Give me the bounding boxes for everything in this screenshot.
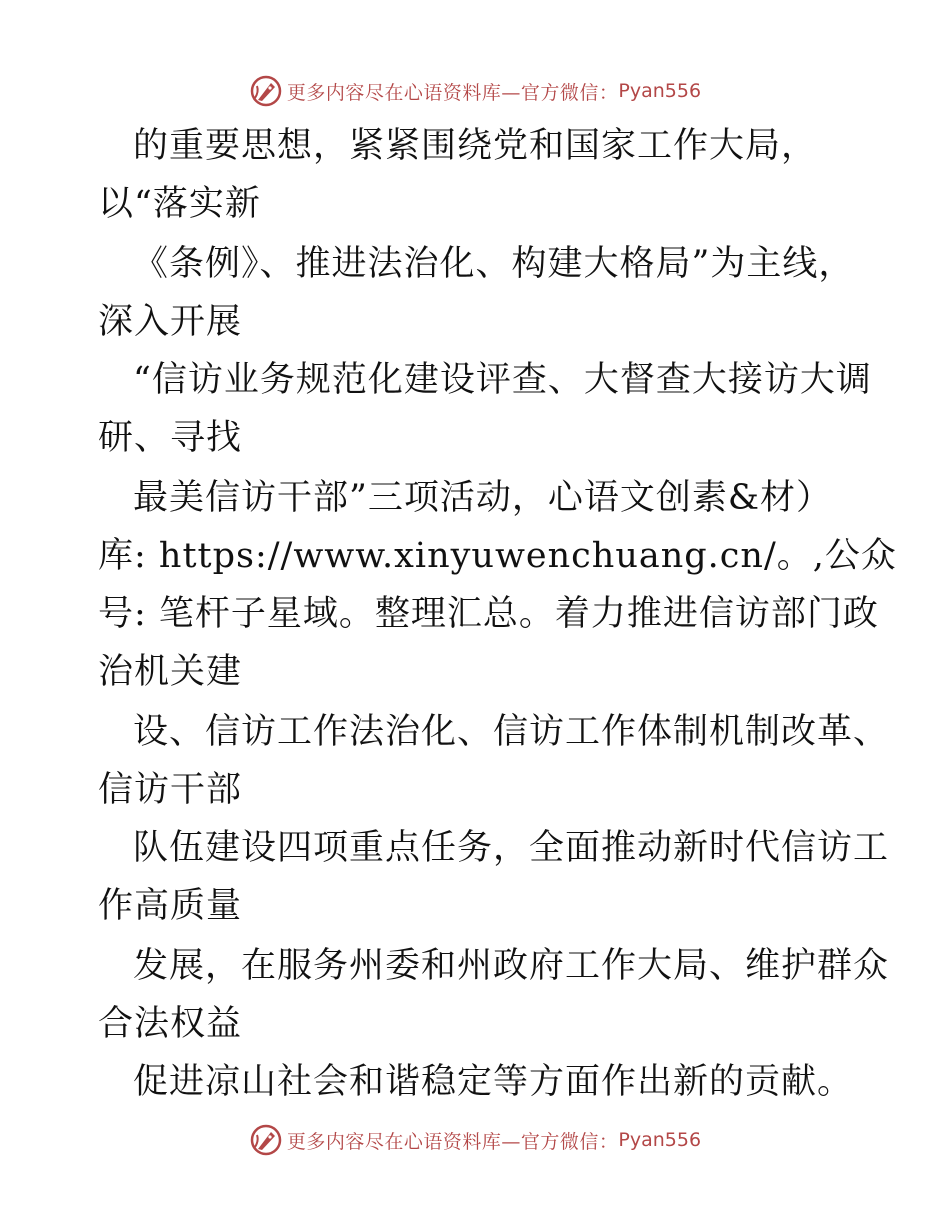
body-line: “信访业务规范化建设评查、大督查大接访大调: [133, 360, 872, 400]
body-line: 作高质量: [98, 886, 243, 926]
body-line: 号: 笔杆子星域。整理汇总。着力推进信访部门政: [98, 594, 879, 634]
body-line: 促进凉山社会和谐稳定等方面作出新的贡献。: [133, 1062, 854, 1102]
body-line: 最美信访干部”三项活动，心语文创素&材）: [133, 478, 833, 518]
body-line: 信访干部: [98, 770, 243, 810]
body-line: 发展，在服务州委和州政府工作大局、维护群众: [133, 946, 890, 986]
watermark-wechat-id: Pyan556: [618, 1129, 702, 1151]
watermark-text: 更多内容尽在心语资料库—官方微信：: [286, 81, 619, 104]
body-line: 研、寻找: [98, 418, 243, 458]
pen-nib-logo-icon: [249, 1123, 283, 1157]
body-line: 的重要思想，紧紧围绕党和国家工作大局，: [133, 126, 818, 166]
header-watermark: [0, 71, 950, 111]
body-line: 治机关建: [98, 652, 243, 692]
body-line: 合法权益: [98, 1004, 243, 1044]
body-line: 《条例》、推进法治化、构建大格局”为主线，: [133, 244, 855, 284]
watermark-text: 更多内容尽在心语资料库—官方微信：: [286, 1130, 619, 1153]
body-line: 队伍建设四项重点任务，全面推动新时代信访工: [133, 828, 890, 868]
body-line-with-url: 库: https://www.xinyuwenchuang.cn/。,公众: [98, 536, 897, 576]
watermark-wechat-id: Pyan556: [618, 80, 702, 102]
pen-nib-logo-icon: [249, 74, 283, 108]
body-line: 深入开展: [98, 302, 243, 342]
body-line: 以“落实新: [98, 184, 261, 224]
body-line: 设、信访工作法治化、信访工作体制机制改革、: [133, 712, 890, 752]
footer-watermark: [0, 1120, 950, 1160]
